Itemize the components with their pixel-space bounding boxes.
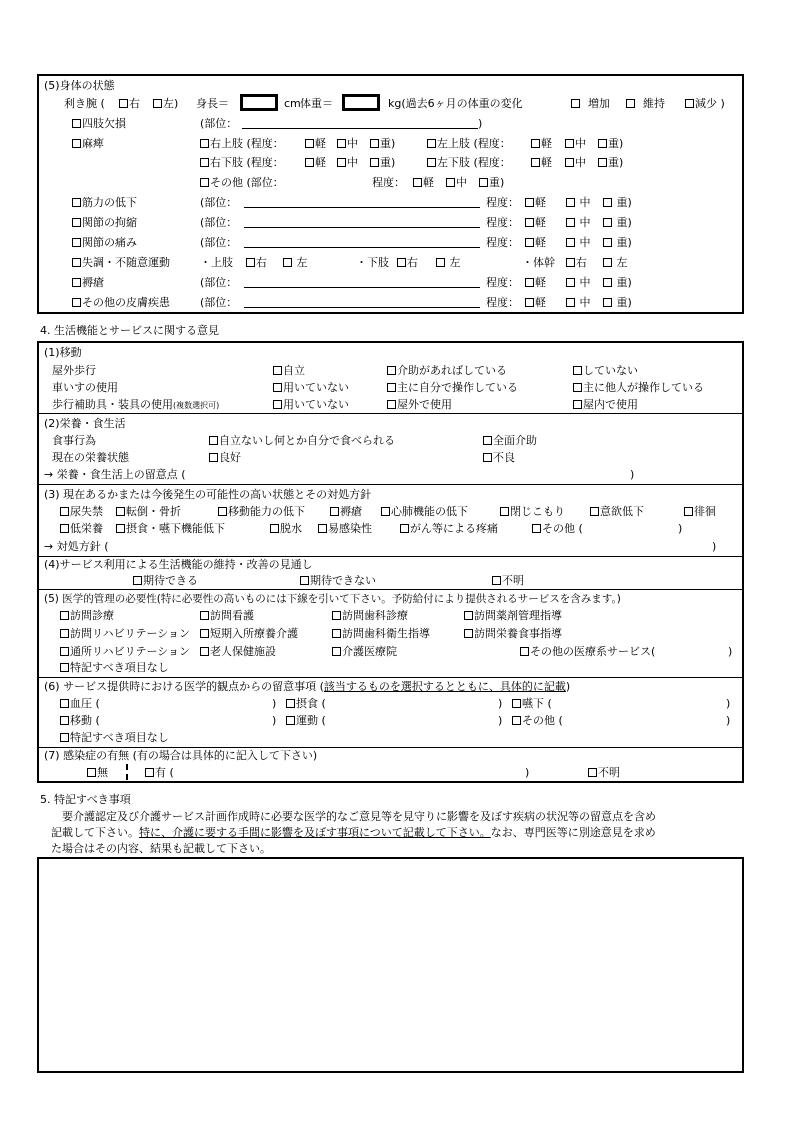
paralysis-other-degree-label: 程度：: [372, 176, 405, 189]
right-upper-moderate[interactable]: 中: [337, 137, 358, 151]
skin-site-label: (部位：: [200, 296, 238, 309]
checkbox[interactable]: [200, 139, 209, 148]
pressure-ulcer-site-label: (部位：: [200, 276, 238, 289]
left-upper-moderate[interactable]: 中: [565, 137, 586, 151]
checkbox[interactable]: [512, 716, 521, 725]
checkbox[interactable]: [200, 629, 209, 638]
paralysis-other-mild[interactable]: 軽: [413, 176, 434, 190]
checkbox[interactable]: [116, 507, 125, 516]
right-upper-mild[interactable]: 軽: [305, 137, 326, 151]
aids-indoor[interactable]: 屋内で使用: [573, 398, 638, 412]
mobility-heading: (1)移動: [44, 346, 82, 359]
physical-heading: (5)身体の状態: [44, 79, 115, 92]
considerations-heading: (6) サービス提供時における医学的観点からの留意事項 (該当するものを選択するとともに、具体的に記載): [44, 680, 571, 693]
height-label: 身長＝: [196, 97, 229, 110]
med-dental-hygiene[interactable]: 訪問歯科衛生指導: [332, 627, 430, 641]
height-input[interactable]: [240, 94, 278, 111]
checkbox[interactable]: [387, 366, 396, 375]
paralysis-option[interactable]: 麻痺: [72, 137, 104, 151]
divider: [38, 556, 743, 557]
right-upper-limb-option[interactable]: 右上肢 (程度：: [200, 137, 284, 151]
checkbox[interactable]: [525, 298, 534, 307]
checkbox[interactable]: [153, 99, 162, 108]
conditions-heading: (3) 現在あるかまたは今後発生の可能性の高い状態とその対処方針: [44, 488, 372, 501]
skin-site-line[interactable]: [244, 307, 480, 308]
cond-mobility-decline[interactable]: 移動能力の低下: [218, 505, 305, 519]
checkbox[interactable]: [60, 629, 69, 638]
checkbox[interactable]: [300, 576, 309, 585]
infection-heading: (7) 感染症の有無 (有の場合は具体的に記入して下さい): [44, 749, 318, 762]
checkbox[interactable]: [565, 139, 574, 148]
checkbox[interactable]: [483, 436, 492, 445]
paralysis-other-moderate[interactable]: 中: [446, 176, 467, 190]
checkbox[interactable]: [145, 768, 154, 777]
consider-other-close: ): [726, 714, 731, 727]
left-upper-severe[interactable]: 重): [598, 137, 623, 151]
section5-instruction-1: 要介護認定及び介護サービス計画作成時に必要な医学的なご意見等を見守りに影響を及ぼす疾病の状況等の留意点を含め: [62, 810, 656, 823]
checkbox[interactable]: [566, 198, 575, 207]
checkbox[interactable]: [60, 647, 69, 656]
consider-exercise[interactable]: 運動 (: [286, 714, 326, 728]
skin-mild[interactable]: 軽: [525, 296, 546, 310]
checkbox[interactable]: [525, 218, 534, 227]
paralysis-other-severe[interactable]: 重): [479, 176, 504, 190]
checkbox[interactable]: [446, 178, 455, 187]
checkbox[interactable]: [286, 716, 295, 725]
checkbox[interactable]: [479, 178, 488, 187]
joint-pain-degree-label: 程度：: [486, 236, 519, 249]
outlook-expected[interactable]: 期待できる: [133, 574, 198, 588]
ataxia-lower-left[interactable]: 左: [436, 256, 461, 270]
med-short-stay[interactable]: 短期入所療養介護: [200, 627, 298, 641]
checkbox[interactable]: [531, 158, 540, 167]
section5-instruction-2: 記載して下さい。特に、介護に要する手間に影響を及ぼす事項について記載して下さい。なお、専門医等に別途意見を求め: [51, 826, 656, 839]
ingest-close: ): [498, 697, 503, 710]
separator: [126, 764, 128, 780]
checkbox[interactable]: [603, 218, 612, 227]
med-care-hospital[interactable]: 介護医療院: [332, 645, 397, 659]
checkbox[interactable]: [72, 218, 81, 227]
wheelchair-label: 車いすの使用: [52, 381, 118, 394]
checkbox[interactable]: [200, 158, 209, 167]
pressure-ulcer-severe[interactable]: 重): [603, 276, 632, 290]
checkbox[interactable]: [72, 298, 81, 307]
consider-movement[interactable]: 移動 (: [60, 714, 100, 728]
policy-label: → 対処方針 (: [44, 540, 109, 553]
left-lower-severe[interactable]: 重): [598, 156, 623, 170]
checkbox[interactable]: [60, 524, 69, 533]
ataxia-option[interactable]: 失調・不随意運動: [72, 256, 170, 270]
checkbox[interactable]: [588, 768, 597, 777]
left-lower-mild[interactable]: 軽: [531, 156, 552, 170]
med-home-nursing[interactable]: 訪問看護: [200, 609, 254, 623]
checkbox[interactable]: [246, 258, 255, 267]
cond-infection-prone[interactable]: 易感染性: [318, 522, 372, 536]
checkbox[interactable]: [626, 99, 635, 108]
med-home-rehab[interactable]: 訪問リハビリテーション: [60, 627, 190, 641]
nutrition-notes-label: → 栄養・食生活上の留意点 (: [44, 468, 186, 481]
skin-disease-option[interactable]: その他の皮膚疾患: [72, 296, 170, 310]
checkbox[interactable]: [337, 139, 346, 148]
checkbox[interactable]: [72, 119, 81, 128]
checkbox[interactable]: [603, 258, 612, 267]
infection-yes-close: ): [525, 766, 530, 779]
pressure-ulcer-moderate[interactable]: 中: [566, 276, 591, 290]
joint-pain-mild[interactable]: 軽: [525, 236, 546, 250]
checkbox[interactable]: [60, 733, 69, 742]
checkbox[interactable]: [330, 507, 339, 516]
ataxia-trunk-left[interactable]: 左: [603, 256, 628, 270]
skin-moderate[interactable]: 中: [566, 296, 591, 310]
checkbox[interactable]: [305, 158, 314, 167]
section5-title: 5. 特記すべき事項: [40, 793, 131, 806]
contracture-site-label: (部位：: [200, 216, 238, 229]
wheelchair-not-using[interactable]: 用いていない: [273, 381, 349, 395]
aids-outdoor[interactable]: 屋外で使用: [387, 398, 452, 412]
infection-yes[interactable]: 有 (: [145, 766, 174, 780]
checkbox[interactable]: [598, 158, 607, 167]
cond-dehydration[interactable]: 脱水: [270, 522, 302, 536]
checkbox[interactable]: [209, 453, 218, 462]
checkbox[interactable]: [60, 611, 69, 620]
ataxia-upper-label: ・上肢: [200, 256, 233, 269]
checkbox[interactable]: [209, 436, 218, 445]
checkbox[interactable]: [119, 99, 128, 108]
checkbox[interactable]: [200, 178, 209, 187]
checkbox[interactable]: [566, 258, 575, 267]
cond-malnutrition[interactable]: 低栄養: [60, 522, 103, 536]
checkbox[interactable]: [603, 298, 612, 307]
eating-self[interactable]: 自立ないし何とか自分で食べられる: [209, 434, 395, 448]
checkbox[interactable]: [598, 139, 607, 148]
checkbox[interactable]: [332, 611, 341, 620]
contracture-mild[interactable]: 軽: [525, 216, 546, 230]
outdoor-independent[interactable]: 自立: [273, 364, 305, 378]
outdoor-with-help[interactable]: 介助があればしている: [387, 364, 507, 378]
cm-unit: cm: [284, 97, 301, 110]
skin-degree-label: 程度：: [486, 296, 519, 309]
weight-maintain-option[interactable]: 維持: [626, 97, 665, 111]
outdoor-walking-label: 屋外歩行: [52, 364, 96, 377]
nutrition-poor[interactable]: 不良: [483, 451, 515, 465]
divider: [38, 484, 743, 485]
cond-cardiopulmonary[interactable]: 心肺機能の低下: [381, 505, 468, 519]
outlook-heading: (4)サービス利用による生活機能の維持・改善の見通し: [44, 558, 313, 571]
weight-input[interactable]: [342, 94, 380, 111]
infection-unknown[interactable]: 不明: [588, 766, 620, 780]
left-upper-limb-option[interactable]: 左上肢 (程度：: [427, 137, 511, 151]
checkbox[interactable]: [566, 278, 575, 287]
left-upper-mild[interactable]: 軽: [531, 137, 552, 151]
paralysis-other-option[interactable]: その他 (部位：: [200, 176, 284, 190]
med-geriatric-facility[interactable]: 老人保健施設: [200, 645, 276, 659]
wheelchair-other-operate[interactable]: 主に他人が操作している: [573, 381, 704, 395]
limb-loss-site-line[interactable]: [242, 128, 478, 129]
checkbox[interactable]: [573, 400, 582, 409]
checkbox[interactable]: [573, 383, 582, 392]
weight-decrease-option[interactable]: 減少 ): [685, 97, 725, 111]
pressure-ulcer-mild[interactable]: 軽: [525, 276, 546, 290]
cond-withdrawal[interactable]: 閉じこもり: [500, 505, 565, 519]
checkbox[interactable]: [397, 258, 406, 267]
right-lower-moderate[interactable]: 中: [337, 156, 358, 170]
divider: [38, 677, 743, 678]
exercise-close: ): [498, 714, 503, 727]
checkbox[interactable]: [464, 611, 473, 620]
move-close: ): [272, 714, 277, 727]
checkbox[interactable]: [273, 366, 282, 375]
checkbox[interactable]: [87, 768, 96, 777]
checkbox[interactable]: [60, 507, 69, 516]
checkbox[interactable]: [603, 278, 612, 287]
med-home-visit[interactable]: 訪問診療: [60, 609, 114, 623]
checkbox[interactable]: [603, 238, 612, 247]
eating-full-assist[interactable]: 全面介助: [483, 434, 537, 448]
checkbox[interactable]: [427, 158, 436, 167]
checkbox[interactable]: [436, 258, 445, 267]
med-nutrition[interactable]: 訪問栄養食事指導: [464, 627, 562, 641]
joint-pain-site-line[interactable]: [244, 247, 480, 248]
dominant-hand-label: 利き腕 (: [64, 97, 105, 110]
muscle-mild[interactable]: 軽: [525, 196, 546, 210]
checkbox[interactable]: [200, 611, 209, 620]
checkbox[interactable]: [684, 507, 693, 516]
cond-low-motivation[interactable]: 意欲低下: [590, 505, 644, 519]
left-lower-limb-option[interactable]: 左下肢 (程度：: [427, 156, 511, 170]
checkbox[interactable]: [381, 507, 390, 516]
checkbox[interactable]: [116, 524, 125, 533]
checkbox[interactable]: [566, 298, 575, 307]
limb-loss-close: ): [478, 117, 483, 130]
consider-ingestion[interactable]: 摂食 (: [286, 697, 326, 711]
dominant-right-option[interactable]: 右: [119, 97, 140, 111]
checkbox[interactable]: [512, 699, 521, 708]
checkbox[interactable]: [525, 198, 534, 207]
policy-close: ): [712, 540, 717, 553]
medical-heading: (5) 医学的管理の必要性(特に必要性の高いものには下線を引いて下さい。予防給付により提供されるサービスを含みます。): [44, 593, 621, 605]
outlook-unknown[interactable]: 不明: [492, 574, 524, 588]
checkbox[interactable]: [305, 139, 314, 148]
joint-pain-option[interactable]: 関節の痛み: [72, 236, 137, 250]
checkbox[interactable]: [427, 139, 436, 148]
checkbox[interactable]: [566, 238, 575, 247]
checkbox[interactable]: [483, 453, 492, 462]
muscle-degree-label: 程度：: [486, 196, 519, 209]
checkbox[interactable]: [500, 507, 509, 516]
checkbox[interactable]: [72, 198, 81, 207]
cond-incontinence[interactable]: 尿失禁: [60, 505, 103, 519]
right-lower-severe[interactable]: 重): [370, 156, 395, 170]
pressure-ulcer-degree-label: 程度：: [486, 276, 519, 289]
checkbox[interactable]: [590, 507, 599, 516]
checkbox[interactable]: [413, 178, 422, 187]
nutrition-good[interactable]: 良好: [209, 451, 241, 465]
contracture-option[interactable]: 関節の拘縮: [72, 216, 137, 230]
ataxia-upper-left[interactable]: 左: [283, 256, 308, 270]
checkbox[interactable]: [571, 99, 580, 108]
cond-cancer-pain[interactable]: がん等による疼痛: [400, 522, 498, 536]
outlook-not-expected[interactable]: 期待できない: [300, 574, 376, 588]
swallow-close: ): [726, 697, 731, 710]
contracture-moderate[interactable]: 中: [566, 216, 591, 230]
checkbox[interactable]: [531, 139, 540, 148]
checkbox[interactable]: [532, 524, 541, 533]
checkbox[interactable]: [370, 139, 379, 148]
joint-pain-moderate[interactable]: 中: [566, 236, 591, 250]
checkbox[interactable]: [464, 629, 473, 638]
checkbox[interactable]: [332, 647, 341, 656]
checkbox[interactable]: [492, 576, 501, 585]
checkbox[interactable]: [133, 576, 142, 585]
weight-change-label: kg(過去6ヶ月の体重の変化: [388, 97, 523, 110]
checkbox[interactable]: [387, 383, 396, 392]
consider-none[interactable]: 特記すべき項目なし: [60, 731, 169, 745]
checkbox[interactable]: [273, 383, 282, 392]
checkbox[interactable]: [565, 158, 574, 167]
checkbox[interactable]: [72, 278, 81, 287]
checkbox[interactable]: [525, 278, 534, 287]
checkbox[interactable]: [273, 400, 282, 409]
muscle-site-label: (部位：: [200, 196, 238, 209]
divider: [38, 413, 743, 414]
checkbox[interactable]: [566, 218, 575, 227]
eating-label: 食事行為: [52, 434, 96, 447]
med-home-pharmacy[interactable]: 訪問薬剤管理指導: [464, 609, 562, 623]
med-other[interactable]: その他の医療系サービス(: [520, 645, 655, 659]
med-other-close: ): [728, 645, 733, 658]
checkbox[interactable]: [72, 139, 81, 148]
checkbox[interactable]: [685, 99, 694, 108]
cond-wandering[interactable]: 徘徊: [684, 505, 716, 519]
section5-instruction-3: た場合はその内容、結果も記載して下さい。: [51, 842, 271, 855]
checkbox[interactable]: [72, 258, 81, 267]
muscle-weakness-option[interactable]: 筋力の低下: [72, 196, 137, 210]
checkbox[interactable]: [603, 198, 612, 207]
divider: [38, 589, 743, 590]
muscle-site-line[interactable]: [244, 207, 480, 208]
skin-severe[interactable]: 重): [603, 296, 632, 310]
cond-fall-fracture[interactable]: 転倒・骨折: [116, 505, 181, 519]
checkbox[interactable]: [400, 524, 409, 533]
section4-title: 4. 生活機能とサービスに関する意見: [40, 324, 219, 337]
checkbox[interactable]: [270, 524, 279, 533]
right-lower-limb-option[interactable]: 右下肢 (程度：: [200, 156, 284, 170]
consider-other[interactable]: その他 (: [512, 714, 563, 728]
ataxia-lower-label: ・下肢: [356, 256, 389, 269]
right-upper-severe[interactable]: 重): [370, 137, 395, 151]
checkbox[interactable]: [520, 647, 529, 656]
pressure-ulcer-site-line[interactable]: [244, 287, 480, 288]
right-lower-mild[interactable]: 軽: [305, 156, 326, 170]
checkbox[interactable]: [200, 647, 209, 656]
limb-loss-option[interactable]: 四肢欠損: [72, 117, 126, 131]
bp-close: ): [272, 697, 277, 710]
walking-aids-label: 歩行補助具・装具の使用(複数選択可): [52, 398, 220, 411]
limb-loss-site-label: (部位：: [200, 117, 238, 130]
weight-label: 体重＝: [300, 97, 333, 110]
cond-pressure-ulcer[interactable]: 褥瘡: [330, 505, 362, 519]
nutrition-notes-close: ): [630, 468, 635, 481]
checkbox[interactable]: [60, 699, 69, 708]
contracture-degree-label: 程度：: [486, 216, 519, 229]
ataxia-upper-right[interactable]: 右: [246, 256, 267, 270]
left-lower-moderate[interactable]: 中: [565, 156, 586, 170]
special-notes-textarea[interactable]: [37, 857, 744, 1073]
checkbox[interactable]: [60, 663, 69, 672]
ataxia-trunk-label: ・体幹: [522, 256, 555, 269]
divider: [38, 747, 743, 748]
cond-other[interactable]: その他 (: [532, 522, 583, 536]
checkbox[interactable]: [218, 507, 227, 516]
nutrition-heading: (2)栄養・食生活: [44, 417, 126, 430]
med-none[interactable]: 特記すべき項目なし: [60, 661, 169, 675]
consider-swallowing[interactable]: 嚥下 (: [512, 697, 552, 711]
infection-none[interactable]: 無: [87, 766, 108, 780]
checkbox[interactable]: [573, 366, 582, 375]
checkbox[interactable]: [318, 524, 327, 533]
ataxia-trunk-right[interactable]: 右: [566, 256, 587, 270]
checkbox[interactable]: [60, 716, 69, 725]
cond-swallowing[interactable]: 摂食・嚥下機能低下: [116, 522, 225, 536]
med-day-rehab[interactable]: 通所リハビリテーション: [60, 645, 190, 659]
muscle-moderate[interactable]: 中: [566, 196, 591, 210]
joint-pain-severe[interactable]: 重): [603, 236, 632, 250]
contracture-severe[interactable]: 重): [603, 216, 632, 230]
consider-blood-pressure[interactable]: 血圧 (: [60, 697, 100, 711]
dominant-left-option[interactable]: 左): [153, 97, 178, 111]
outdoor-not-doing[interactable]: していない: [573, 364, 638, 378]
contracture-site-line[interactable]: [244, 227, 480, 228]
checkbox[interactable]: [72, 238, 81, 247]
checkbox[interactable]: [370, 158, 379, 167]
cond-other-close: ): [678, 522, 683, 535]
wheelchair-self-operate[interactable]: 主に自分で操作している: [387, 381, 518, 395]
muscle-severe[interactable]: 重): [603, 196, 632, 210]
pressure-ulcer-option[interactable]: 褥瘡: [72, 276, 104, 290]
checkbox[interactable]: [286, 699, 295, 708]
nutrition-status-label: 現在の栄養状態: [52, 451, 129, 464]
checkbox[interactable]: [283, 258, 292, 267]
med-home-dental[interactable]: 訪問歯科診療: [332, 609, 408, 623]
ataxia-lower-right[interactable]: 右: [397, 256, 418, 270]
checkbox[interactable]: [337, 158, 346, 167]
weight-increase-option[interactable]: 増加: [571, 97, 610, 111]
checkbox[interactable]: [332, 629, 341, 638]
checkbox[interactable]: [525, 238, 534, 247]
aids-not-using[interactable]: 用いていない: [273, 398, 349, 412]
joint-pain-site-label: (部位：: [200, 236, 238, 249]
checkbox[interactable]: [387, 400, 396, 409]
